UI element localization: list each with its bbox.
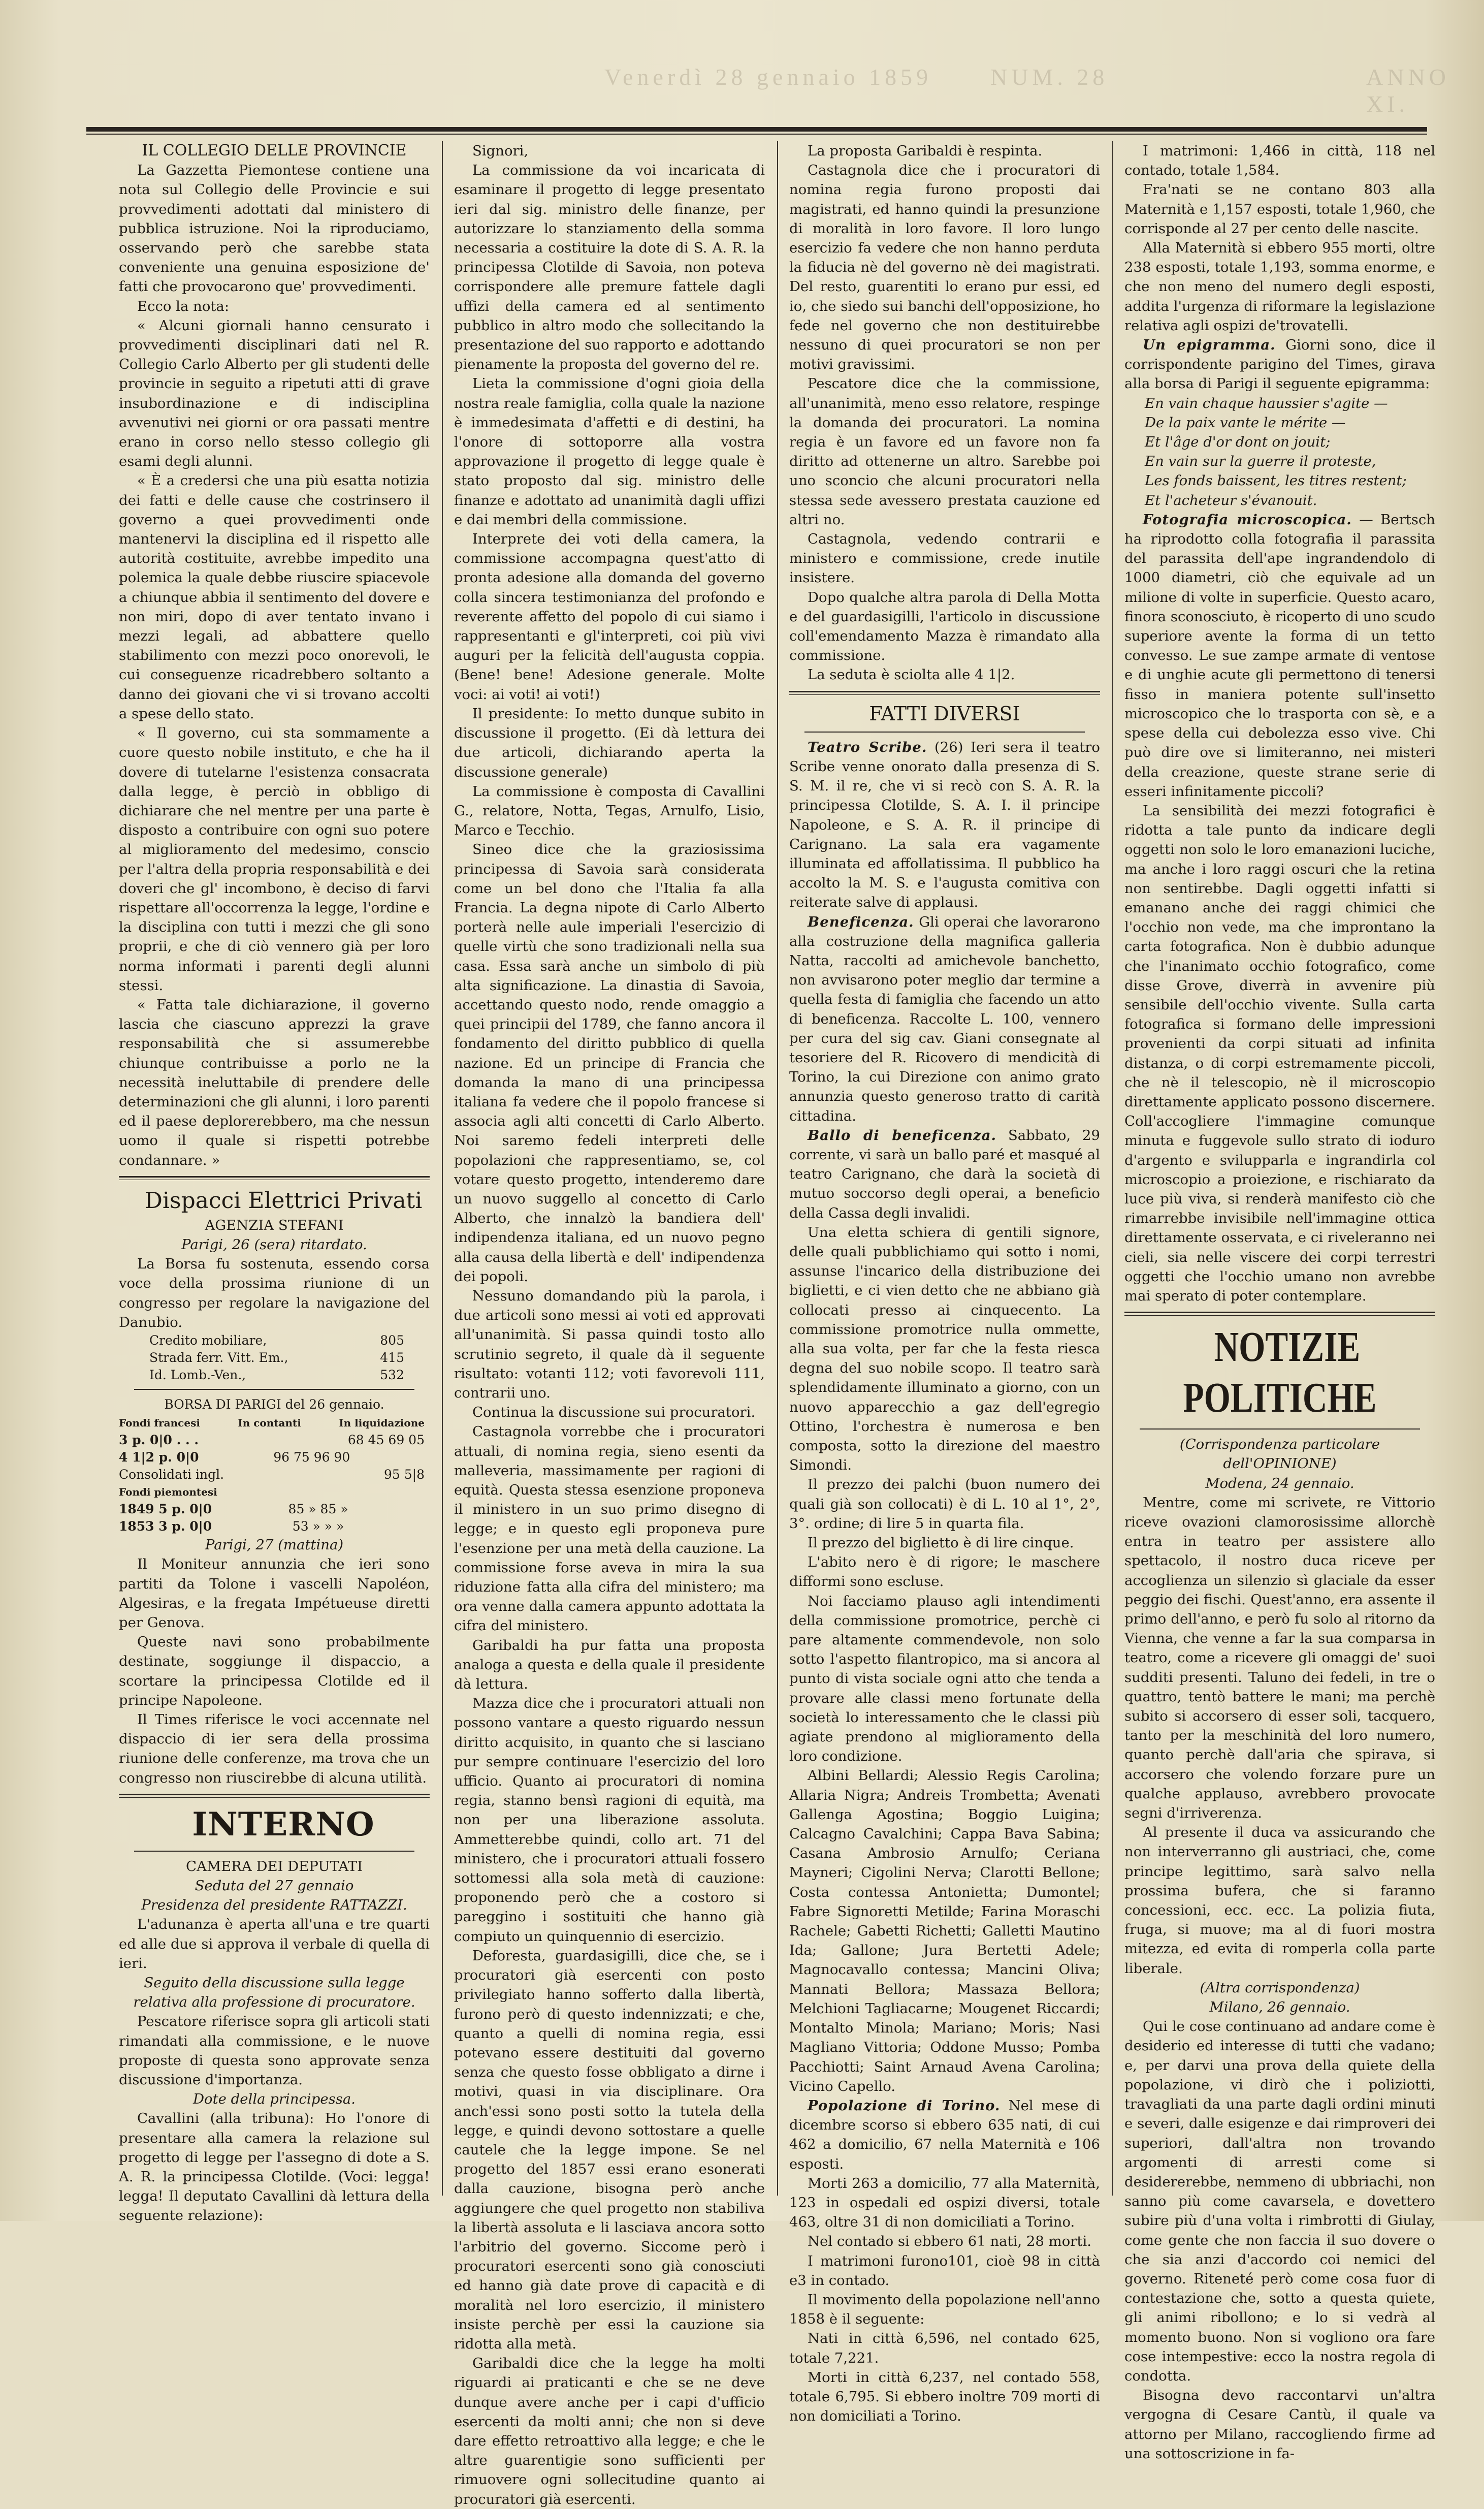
paragraph: Cavallini (alla tribuna): Ho l'onore di presentare alla camera la relazione sul progetto di legge per l'assegno di dote a S. A. R. la principessa Clotilde. (Voci: legga! legga! Il deputato Cavallini dà lettura della seguente relazione): [119, 2110, 430, 2224]
paragraph: « Fatta tale dichiarazione, il governo lascia che ciascuno apprezzi la grave responsabilità che si assumerebbe chiunque contribuisse a porlo ne la necessità ineluttabile di prendere delle determinazioni che gli alunni, i loro parenti ed il paese deplorerebbero, ma che nessun uomo il quale si rispetti potrebbe condannare. » [119, 996, 430, 1168]
paragraph: I matrimoni furono101, cioè 98 in città e3 in contado. [789, 2252, 1100, 2289]
dispatches-title: Dispacci Elettrici Privati [144, 1187, 423, 1214]
stock-title: BORSA DI PARIGI del 26 gennaio. [164, 1396, 384, 1412]
paragraph: Nel contado si ebbero 61 nati, 28 morti. [808, 2233, 1092, 2250]
paragraph: Fra'nati se ne contano 803 alla Maternità e 1,157 esposti, totale 1,960, che corrisponde al 27 per cento delle nascite. [1124, 181, 1435, 237]
paragraph: Il Times riferisce le voci accennate nel dispaccio di ier sera della prossima riunione delle conferenze, ma trova che un congresso non riuscirebbe di alcuna utilità. [119, 1711, 430, 1786]
paragraph: « Alcuni giornali hanno censurato i provvedimenti disciplinari dati nel R. Collegio Carlo Alberto per gli studenti delle provincie in seguito a ripetuti atti di grave insubordinazione e di indisciplina avvenutivi nei giorni or ora passati mentre erano in corso nello stesso collegio gli esami degli alunni. [119, 317, 430, 470]
paragraph: La sensibilità dei mezzi fotografici è ridotta a tale punto da indicare degli oggetti non solo le loro emanazioni luciche, ma anche i loro raggi oscuri che la retina non sentirebbe. Dagli oggetti infatti si emanano anche dei raggi chimici che l'occhio non vede, ma che improntano la carta fotografica. Non è dubbio adunque che l'inanimato occhio fotografico, come disse Grove, diverrà in avvenire più sensibile dell'occhio vivente. Sulla carta fotografica si formano delle impressioni provenienti da corpi situati ad infinita distanza, o di corpi estremamente piccoli, che nè il telescopio, nè il microscopio direttamente applicato possono discernere. Coll'accogliere l'immagine comunque minuta e fuggevole sullo strato di ioduro d'argento e svilupparla e ingrandirla col microscopio a proiezione, e rischiarato da luce più viva, si renderà manifesto ciò che rimarrebbe invisibile nell'immagine ottica direttamente osservata, e ci riveleranno nei cieli, sia nelle viscere dei corpi terrestri oggetti che l'occhio umano non avrebbe mai sperato di poter contemplare. [1124, 802, 1435, 1304]
header-rule-thin [86, 134, 1427, 135]
stock-table [119, 1414, 430, 1535]
column-4 [1112, 141, 1447, 2462]
verse-line: Et l'âge d'or dont on jouit; [1145, 434, 1331, 451]
paragraph: Il movimento della popolazione nell'anno 1858 è il seguente: [789, 2291, 1100, 2328]
paragraph: Garibaldi ha pur fatta una proposta analoga a questa e della quale il presidente dà lettura. [454, 1637, 765, 1693]
paragraph: Queste navi sono probabilmente destinate, soggiunge il dispaccio, a scortare la principessa Clotilde ed il principe Napoleone. [119, 1634, 430, 1708]
column-2 [442, 141, 777, 2507]
paragraph: La seduta è sciolta alle 4 1|2. [808, 666, 1015, 683]
verse-line: En vain sur la guerre il proteste, [1145, 453, 1376, 470]
paragraph: Il prezzo del biglietto è di lire cinque. [808, 1535, 1074, 1551]
subheading: Seguito della discussione sulla legge relativa alla professione di procuratore. [133, 1975, 415, 2011]
paragraph: La Borsa fu sostenuta, essendo corsa voce della prossima riunione di un congresso per regolare la navigazione del Danubio. [119, 1256, 430, 1330]
section-title-notizie: NOTIZIE POLITICHE [1183, 1323, 1377, 1422]
article-title: IL COLLEGIO DELLE PROVINCIE [142, 142, 407, 160]
paragraph: Alla Maternità si ebbero 955 morti, oltre 238 esposti, totale 1,193, somma enorme, e che non meno del numero degli esposti, addita l'urgenza di riformare la legislazione relativa agli ospizi de'trovatelli. [1124, 240, 1435, 334]
paragraph: Al presente il duca va assicurando che non interverranno gli austriaci, che, come principe legittimo, sarà salvo nella prossima bufera, che si faranno concessioni, ecc. ecc. La polizia fiuta, fruga, si muove; ma al di fuori mostra mitezza, ed evita di romperla colla parte liberale. [1124, 1824, 1435, 1977]
credit-table [119, 1332, 430, 1384]
paragraph: Interprete dei voti della camera, la commissione accompagna quest'atto di pronta adesione alla domanda del governo colla sincera testimonianza del profondo e reverente affetto del popolo di cui siamo i rappresentanti e gl'interpreti, coi più vivi auguri per la felicità dell'augusta coppia. (Bene! bene! Adesione generale. Molte voci: ai voti! ai voti!) [454, 531, 765, 703]
news-item: Popolazione di Torino. Nel mese di dicembre scorso si ebbero 635 nati, di cui 462 a domicilio, 67 nella Maternità e 106 esposti. [789, 2097, 1100, 2172]
paragraph: Mazza dice che i procuratori attuali non possono vantare a questo riguardo nessun diritto acquisito, in quanto che si lasciano pur sempre continuare l'esercizio del loro ufficio. Quanto ai procuratori di nomina regia, stanno bensì ragioni di equità, ma non per una liberazione assoluta. Ammetterebbe quindi, collo art. 71 del ministero, che i procuratori attuali fossero sottomessi alla sola metà di cauzione: proponendo però che a costoro si pareggino i sostituiti che hanno già compiuto un quinquennio di esercizio. [454, 1695, 765, 1945]
paragraph: Castagnola dice che i procuratori di nomina regia furono proposti dai magistrati, ed hanno quindi la presunzione di moralità in loro favore. Il loro lungo esercizio fa vedere che non hanno perduta la fiducia nè del governo nè dei magistrati. Del resto, guarentiti lo erano pur essi, ed io, che siedo sui banchi dell'opposizione, ho fede nel governo che non destituirebbe nessuno di quei procuratori se non per motivi gravissimi. [789, 162, 1100, 373]
masthead-number: NUM. 28 [990, 64, 1109, 90]
verse-line: De la paix vante le mérite — [1145, 414, 1346, 431]
news-item: Teatro Scribe. (26) Ieri sera il teatro Scribe venne onorato dalla presenza di S. S. M. il re, che vi si recò con S. A. R. la principessa Clotilde, S. A. I. il principe Napoleone, e S. A. R. il principe di Carignano. La sala era vagamente illuminata ed affollatissima. Il pubblico ha accolto la M. S. e l'augusta comitiva con reiterate salve di applausi. [789, 739, 1100, 911]
stock-row: Consolidati ingl. 95 5|8 [119, 1467, 425, 1482]
stock-row: 4 1|2 p. 0|0 96 75 96 90 [119, 1450, 350, 1465]
verse-line: En vain chaque haussier s'agite — [1145, 395, 1388, 411]
paragraph: Pescatore riferisce sopra gli articoli stati rimandati alla commissione, e le nuove proposte di questa sono approvate senza discussione d'importanza. [119, 2013, 430, 2088]
paragraph: Bisogna devo raccontarvi un'altra vergogna di Cesare Cantù, il quale va attorno per Milano, raccogliendo firme ad una sottoscrizione in fa- [1124, 2387, 1435, 2462]
section-title-interno: INTERNO [192, 1805, 375, 1844]
paragraph: Albini Bellardi; Alessio Regis Carolina; Allaria Nigra; Andreis Trombetta; Avenati Gallenga Agostina; Boggio Luigina; Calcagno Cavalchini; Cappa Bava Sabina; Casana Ambrosio Arnulfo; Ceriana Mayneri; Cigolini Nerva; Clarotti Bellone; Costa contessa Antonietta; Dumontel; Fabre Signoretti Metilde; Farina Moraschi Rachele; Gabetti Richetti; Galletti Mautino Ida; Gallone; Jura Bertetti Adele; Magnocavallo contessa; Mancini Oliva; Mannati Bellora; Massaza Bellora; Melchioni Tagliacarne; Mougenet Riccardi; Montalto Minola; Mariano; Moris; Nasi Magliano Vittoria; Oddone Musso; Pomba Pacchiotti; Saint Arnaud Avena Carolina; Vicino Capello. [789, 1767, 1100, 2094]
stock-row: 1853 3 p. 0|0 53 » » » [119, 1519, 344, 1534]
paragraph: Ecco la nota: [137, 298, 230, 314]
paragraph: L'adunanza è aperta all'una e tre quarti ed alle due si approva il verbale di quella di ieri. [119, 1916, 430, 1972]
news-item: Ballo di beneficenza. Sabbato, 29 corrente, vi sarà un ballo paré et masqué al teatro Carignano, che darà la società di mutuo soccorso degli operai, a beneficio della Cassa degli invalidi. [789, 1127, 1100, 1221]
paragraph: Castagnola, vedendo contrarii e ministero e commissione, crede inutile insistere. [789, 531, 1100, 586]
verse-line: Les fonds baissent, les titres restent; [1145, 472, 1407, 489]
subsection-title: CAMERA DEI DEPUTATI [186, 1858, 363, 1875]
section-title-fatti: FATTI DIVERSI [869, 702, 1020, 725]
paragraph: Il prezzo dei palchi (buon numero dei quali già son collocati) è di L. 10 al 1°, 2°, 3°. ordine; di lire 5 in quarta fila. [789, 1476, 1100, 1532]
divider [134, 1389, 414, 1390]
paragraph: L'abito nero è di rigore; le maschere difformi sono escluse. [789, 1554, 1100, 1590]
correspondence-note: (Corrispondenza particolare dell'OPINIONE) [1179, 1436, 1380, 1472]
item-heading: Teatro Scribe. [808, 739, 927, 755]
paragraph: Signori, [472, 143, 529, 159]
paragraph: Morti 263 a domicilio, 77 alla Maternità, 123 in ospedali ed ospizi diversi, totale 463, oltre 31 di non domiciliati a Torino. [789, 2175, 1100, 2231]
stock-header: Fondi francesi In contanti In liquidazione [119, 1417, 425, 1430]
paragraph: Nessuno domandando più la parola, i due articoli sono messi ai voti ed approvati all'unanimità. Si passa quindi tosto allo scrutinio segreto, il quale dà il seguente risultato: votanti 112; voti favorevoli 111, contrarii uno. [454, 1287, 765, 1401]
paragraph: I matrimoni: 1,466 in città, 118 nel contado, totale 1,584. [1124, 143, 1435, 179]
paragraph: « È a credersi che una più esatta notizia dei fatti e delle cause che costrinsero il governo a quei provvedimenti onde mantenervi la disciplina ed il rispetto alle autorità costituite, avrebbe impedito una polemica la quale debbe riuscire spiacevole a chiunque abbia il sentimento del dovere e non miri, dopo di aver tentato invano i mezzi legali, ad abbattere quello stabilimento con mezzi poco onorevoli, le cui conseguenze ricadrebbero soltanto a danno dei giovani che vi si trovano accolti a spese dello stato. [119, 472, 430, 722]
item-heading: Popolazione di Torino. [808, 2097, 1001, 2114]
session-date: Seduta del 27 gennaio [195, 1878, 354, 1894]
paragraph: Il presidente: Io metto dunque subito in discussione il progetto. (Ei dà lettura dei due articoli, dichiarando aperta la discussione generale) [454, 705, 765, 780]
paragraph: Morti in città 6,237, nel contado 558, totale 6,795. Si ebbero inoltre 709 morti di non domiciliati a Torino. [789, 2369, 1100, 2425]
section-divider [789, 691, 1100, 695]
paragraph: « Il governo, cui sta sommamente a cuore questo nobile instituto, e che ha il dovere di tutelarne l'esistenza consacrata dalla legge, è perciò in obbligo di dichiarare che nel mentre per una parte è disposto a contribuire con ogni suo potere al miglioramento del medesimo, conscio per l'altra della propria responsabilità e dei doveri che gl' incombono, è deciso di farvi rispettare all'occorrenza la legge, l'ordine e la disciplina con tutti i mezzi che gli sono proprii, e che di ciò vennero già per loro norma informati i parenti degli alunni stessi. [119, 725, 430, 994]
verse-line: Et l'acheteur s'évanouit. [1145, 492, 1317, 509]
credit-row: Credito mobiliare, 805 [149, 1332, 404, 1348]
paragraph: Pescatore dice che la commissione, all'unanimità, meno esso relatore, respinge la domanda dei procuratori. La nomina regia è un favore ed un favore non fa diritto ad ottenerne un altro. Sarebbe poi uno sconcio che alcuni procuratori nella stessa sede avessero prestata cauzione ed altri no. [789, 375, 1100, 528]
paragraph: Castagnola vorrebbe che i procuratori attuali, di nomina regia, sieno esenti da malleveria, massimamente per ragioni di equità. Questa stessa esenzione proponeva il ministero in un suo primo disegno di legge; e in questo egli proponeva pure l'esenzione per una metà della cauzione. La commissione forse aveva in mira la sua riduzione fatta alla cifra del ministero; ma ora venne dalla camera appunto adottata la cifra del ministero. [454, 1423, 765, 1634]
paragraph: Il Moniteur annunzia che ieri sono partiti da Tolone i vascelli Napoléon, Algesiras, e la fregata Impétueuse diretti per Genova. [119, 1556, 430, 1631]
paragraph: Continua la discussione sui procuratori. [472, 1404, 756, 1421]
divider [1140, 1428, 1420, 1430]
stock-row: 1849 5 p. 0|0 85 » 85 » [119, 1502, 348, 1517]
correspondence-note: (Altra corrispondenza) [1200, 1979, 1360, 1996]
masthead-date: Venerdì 28 gennaio 1859 [604, 64, 932, 90]
paragraph: La proposta Garibaldi è respinta. [808, 143, 1043, 159]
paragraph: Noi facciamo plauso agli intendimenti della commissione promotrice, perchè ci pare altamente commendevole, non solo sotto l'aspetto filantropico, ma si ancora al punto di vista sociale ogni atto che tenda a provare alle classi meno fortunate della società lo interessamento che le classi più agiate prendono al miglioramento della loro condizione. [789, 1593, 1100, 1765]
stock-row: Fondi piemontesi [119, 1486, 217, 1499]
section-divider [1124, 1312, 1435, 1316]
paragraph: Una eletta schiera di gentili signore, delle quali pubblichiamo qui sotto i nomi, assunse l'incarico della distribuzione dei biglietti, e ci vien detto che ne abbiano già collocati presso ai cinquecento. La commissione promotrice nulla ommette, alla sua volta, per far che la festa riesca degna del suo nobile scopo. Il teatro sarà splendidamente illuminato a giorno, con un nuovo apparecchio a gaz dell'egregio Ottino, l'orchestra è numerosa e ben composta, sotto la direzione del maestro Simondi. [789, 1224, 1100, 1474]
paragraph: Dopo qualche altra parola di Della Motta e del guardasigilli, l'articolo in discussione coll'emendamento Mazza è rimandato alla commissione. [789, 589, 1100, 664]
paragraph: La commissione da voi incaricata di esaminare il progetto di legge presentato ieri dal sig. ministro delle finanze, per autorizzare lo stanziamento della somma necessaria a costituire la dote di S. A. R. la principessa Clotilde di Savoia, non poteva corrispondere alle premure fattele dagli uffizi della camera ed al sentimento pubblico in altro modo che sollecitando la presentazione del suo rapporto e adottando pienamente la proposta del governo del re. [454, 162, 765, 373]
header-rule [86, 127, 1427, 132]
paragraph: La Gazzetta Piemontese contiene una nota sul Collegio delle Provincie e sui provvedimenti adottati dal ministero di pubblica istruzione. Noi la riproduciamo, osservando però che sarebbe stata conveniente una genuina esposizione de' fatti che provocarono que' provvedimenti. [119, 162, 430, 295]
section-divider [119, 1176, 430, 1180]
presidency: Presidenza del presidente RATTAZZI. [141, 1897, 407, 1914]
paragraph: La commissione è composta di Cavallini G., relatore, Notta, Tegas, Arnulfo, Lisio, Marco e Tecchio. [454, 783, 765, 839]
paragraph: Lieta la commissione d'ogni gioia della nostra reale famiglia, colla quale la nazione è immedesimata d'affetti e di destini, ha l'onore di sottoporre alla vostra approvazione il progetto di legge quale è stato proposto dal sig. ministro delle finanze e adottato ad unanimità dagli uffizi e dai membri della commissione. [454, 375, 765, 528]
masthead [76, 48, 1450, 117]
dateline: Parigi, 27 (mattina) [205, 1537, 344, 1553]
paragraph: Garibaldi dice che la legge ha molti riguardi ai praticanti e che se ne deve dunque avere anche per i capi d'ufficio esercenti da molti anni; che non si deve dare effetto retroattivo alla legge; e che le altre guarentigie sono sufficienti per rimuovere ogni sollecitudine quanto ai procuratori già esercenti. [454, 2355, 765, 2507]
dateline: Parigi, 26 (sera) ritardato. [181, 1236, 367, 1253]
paragraph: Qui le cose continuano ad andare come è desiderio ed interesse di tutti che vadano; e, per darvi una prova della quiete della popolazione, vi dirò che i poliziotti, travagliati da una parte dagli ordini minuti e severi, dalle esigenze e dai rimproveri dei superiori, dall'altra non trovando argomenti di arresti come si desidererebbe, nemmeno di ubbriachi, non sanno più come cavarsela, e dovettero subire più d'una volta i rimbrotti di Giulay, come gente che non faccia il suo dovere o che sia anzi d'accordo coi nemici del governo. Riteneté però come cosa fuor di contestazione che, sotto a questa quiete, gli animi ribollono; e lo si vedrà al momento buono. Non si vogliono ora fare cose intempestive: ecco la nostra regola di condotta. [1124, 2018, 1435, 2384]
column-1 [107, 141, 442, 2224]
divider [134, 1851, 414, 1852]
paragraph: Sineo dice che la graziosissima principessa di Savoia sarà considerata come un bel dono che l'Italia fa alla Francia. La degna nipote di Carlo Alberto porterà nelle aule imperiali l'esercizio di quelle virtù che sono tradizionali nella sua casa. Essa sarà anche un simbolo di più alta significazione. La dinastia di Savoia, accettando questo nodo, rende omaggio a quei principii del 1789, che fanno ancora il fondamento del diritto pubblico di quella nazione. Ed un principe di Francia che domanda la mano di una principessa italiana fa vedere che il popolo francese si associa agli alti concetti di Carlo Alberto. Noi saremo fedeli interpreti delle popolazioni che rappresentiamo, se, col votare questo progetto, intenderemo dare un nuovo suggello al concetto di Carlo Alberto, che innalzò la bandiera dell' indipendenza italiana, ed un nuovo pegno alla causa della libertà e dell' indipendenza dei popoli. [454, 841, 765, 1285]
item-heading: Fotografia microscopica. [1143, 511, 1352, 528]
subheading: Dote della principessa. [193, 2091, 356, 2108]
divider [804, 732, 1085, 733]
paragraph: Mentre, come mi scrivete, re Vittorio riceve ovazioni clamorosissime allorchè entra in teatro per assistere allo spettacolo, il nostro duca riceve per accoglienza un silenzio sì glaciale da esser peggio dei fischi. Quest'anno, era assente il primo dell'anno, e però fu solo al ritorno da Vienna, che venne a far la sua comparsa in teatro, come a ricevere gli omaggi de' suoi sudditi presenti. Taluno dei fedeli, in tre o quattro, tentò battere le mani; ma perchè subito si accorsero di esser soli, tacquero, tanto per la meschinità del loro numero, quanto perchè dall'aria che spirava, si accorsero che volendo forzare pure un qualche applauso, avrebbero provocate segni d'irriverenza. [1124, 1494, 1435, 1822]
paragraph: Nati in città 6,596, nel contado 625, totale 7,221. [789, 2330, 1100, 2366]
credit-row: Id. Lomb.-Ven., 532 [149, 1367, 404, 1382]
item-heading: Un epigramma. [1143, 337, 1276, 354]
dateline: Milano, 26 gennaio. [1209, 1999, 1350, 2016]
news-item: Un epigramma. Giorni sono, dice il corrispondente parigino del Times, girava alla borsa di Parigi il seguente epigramma: [1124, 337, 1435, 392]
section-divider [119, 1794, 430, 1798]
credit-row: Strada ferr. Vitt. Em., 415 [149, 1350, 404, 1365]
item-heading: Beneficenza. [808, 913, 914, 930]
column-3 [777, 141, 1112, 2425]
news-item: Beneficenza. Gli operai che lavorarono alla costruzione della magnifica galleria Natta, raccolti ad amichevole banchetto, non avvisarono poter meglio dar termine a quella festa di famiglia che facendo un atto di beneficenza. Raccolte L. 100, vennero per cura del sig cav. Giani consegnate al tesoriere del R. Ricovero di mendicità di Torino, la cui Direzione con animo grato annunzia questo generoso tratto di carità cittadina. [789, 913, 1100, 1124]
dateline: Modena, 24 gennaio. [1205, 1475, 1354, 1491]
masthead-year: ANNO XI. [1366, 64, 1450, 117]
stock-row: 3 p. 0|0 . . . 68 45 69 05 [119, 1433, 425, 1448]
item-heading: Ballo di beneficenza. [808, 1127, 997, 1144]
paragraph: Deforesta, guardasigilli, dice che, se i procuratori già esercenti con posto privilegiato hanno sofferto dalla libertà, furono però di questo indennizzati; e che, quanto a quelli di nomina regia, essi potevano essere destituiti dal governo senza che questo fosse obbligato a dirne i motivi, quasi in via disciplinare. Ora anch'essi sono posti sotto la tutela della legge, e quindi devono sottostare a quelle cautele che la legge impone. Se nel progetto del 1857 essi erano esonerati dalla cauzione, bisogna però anche aggiungere che quel progetto non stabiliva la libertà assoluta e li lasciava ancora sotto l'arbitrio del governo. Siccome però i procuratori esercenti sono già conosciuti ed hanno già date prove di capacità e di moralità nel loro esercizio, il ministero insiste perchè per essi la cauzione sia ridotta alla metà. [454, 1947, 765, 2352]
agency-name: AGENZIA STEFANI [205, 1217, 344, 1233]
news-item: Fotografia microscopica. — Bertsch ha riprodotto colla fotografia il parassita del parassita dell'ape ingrandendolo di 1000 diametri, ciò che equivale ad un milione di volte in superficie. Questo acaro, finora sconosciuto, è ricoperto di uno scudo superiore avente la forma di un tetto convesso. Le sue zampe armate di ventose e di unghie acute gli permettono di tenersi fisso in maniera potente sull'insetto microscopico che lo trasporta con sè, e a spese della cui debolezza esso vive. Chi può dire ove si limiteranno, nei misteri della creazione, queste strane serie di esseri infinitamente piccoli? [1124, 511, 1435, 800]
